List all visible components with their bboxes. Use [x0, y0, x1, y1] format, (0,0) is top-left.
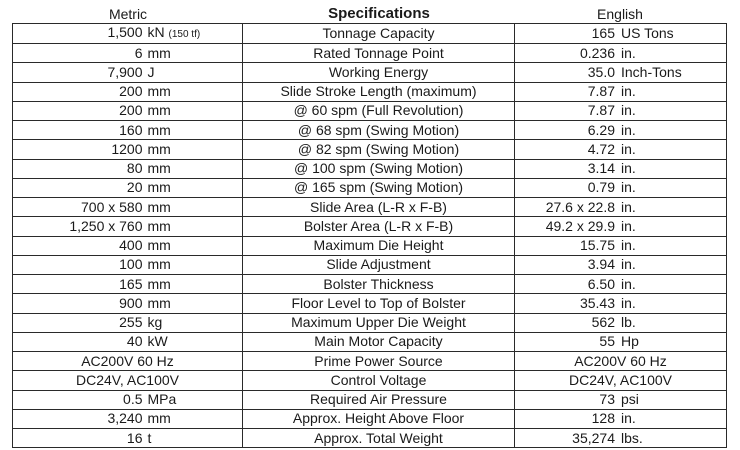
metric-value: 1,500	[107, 24, 143, 40]
table-row	[13, 313, 727, 332]
english-value: 3.94	[587, 256, 615, 273]
specification-cell: Working Energy	[243, 63, 515, 82]
metric-unit-text: J	[147, 63, 155, 80]
table-row	[13, 429, 727, 448]
metric-unit	[143, 199, 228, 216]
specification-cell: @ 82 spm (Swing Motion)	[243, 140, 515, 159]
table-row	[13, 332, 727, 351]
english-cell	[515, 217, 727, 236]
metric-unit-text: mm	[147, 410, 171, 427]
english-unit: in.	[621, 410, 636, 427]
english-cell	[515, 121, 727, 140]
english-unit: in.	[621, 83, 636, 100]
header-specifications: Specifications	[328, 5, 430, 22]
metric-cell	[13, 140, 243, 159]
english-cell	[515, 409, 727, 428]
english-unit: in.	[621, 140, 636, 157]
english-cell	[515, 390, 727, 409]
metric-unit-text: MPa	[147, 391, 177, 408]
english-value: 35.0	[587, 63, 615, 80]
metric-unit	[143, 45, 228, 62]
specification-cell: Maximum Upper Die Weight	[243, 313, 515, 332]
metric-value: 3,240	[107, 410, 143, 427]
metric-cell	[13, 352, 243, 371]
metric-unit-text: mm	[147, 198, 171, 215]
metric-cell	[13, 63, 243, 82]
metric-cell	[13, 390, 243, 409]
english-value: 165	[591, 25, 615, 41]
metric-unit	[143, 160, 228, 177]
metric-cell	[13, 178, 243, 197]
metric-unit-text: mm	[147, 44, 171, 61]
metric-unit	[143, 24, 228, 43]
table-row	[13, 275, 727, 294]
metric-value: 1200	[111, 140, 143, 157]
english-cell	[515, 236, 727, 255]
spec-table-body	[13, 24, 727, 448]
specification-cell: Tonnage Capacity	[243, 24, 515, 44]
metric-value: 1,250 x 760	[69, 217, 143, 234]
english-value: 15.75	[579, 237, 615, 254]
metric-unit	[143, 141, 228, 158]
specification-cell: Rated Tonnage Point	[243, 44, 515, 63]
english-unit: in.	[621, 275, 636, 292]
specification-cell: @ 60 spm (Full Revolution)	[243, 101, 515, 120]
english-cell	[515, 429, 727, 448]
table-row	[13, 352, 727, 371]
metric-unit	[143, 333, 228, 350]
english-unit: Inch-Tons	[621, 63, 682, 80]
metric-unit-text: mm	[147, 179, 171, 196]
english-unit: lbs.	[621, 429, 643, 446]
metric-value: 7,900	[107, 63, 143, 80]
table-row	[13, 409, 727, 428]
english-value: 35,274	[572, 429, 615, 446]
metric-value: 80	[126, 160, 143, 177]
metric-unit-text: mm	[147, 217, 171, 234]
table-row	[13, 140, 727, 159]
specification-cell: @ 100 spm (Swing Motion)	[243, 159, 515, 178]
specification-cell: Slide Area (L-R x F-B)	[243, 198, 515, 217]
metric-unit	[143, 102, 228, 119]
table-row	[13, 159, 727, 178]
specification-cell: Maximum Die Height	[243, 236, 515, 255]
metric-unit-text: mm	[147, 275, 171, 292]
specification-cell: Main Motor Capacity	[243, 332, 515, 351]
english-value: 49.2 x 29.9	[545, 217, 615, 234]
metric-value: 400	[119, 237, 143, 254]
metric-cell	[13, 121, 243, 140]
metric-unit-text: kg	[147, 314, 163, 331]
metric-unit	[143, 122, 228, 139]
header-english: English	[597, 6, 643, 22]
english-value: 55	[599, 333, 615, 350]
specification-cell: Floor Level to Top of Bolster	[243, 294, 515, 313]
english-value: 128	[591, 410, 615, 427]
english-cell	[515, 313, 727, 332]
specification-cell: Prime Power Source	[243, 352, 515, 371]
specification-cell: Approx. Height Above Floor	[243, 409, 515, 428]
english-cell	[515, 294, 727, 313]
metric-unit	[143, 391, 228, 408]
metric-value: 160	[119, 121, 143, 138]
metric-cell	[13, 409, 243, 428]
english-unit: in.	[621, 44, 636, 61]
english-value: 4.72	[587, 140, 615, 157]
metric-unit	[143, 218, 228, 235]
english-unit: psi	[621, 391, 639, 408]
english-value: 27.6 x 22.8	[545, 198, 615, 215]
metric-cell	[13, 159, 243, 178]
metric-unit-text: mm	[147, 160, 171, 177]
metric-value: 40	[126, 333, 143, 350]
metric-unit	[143, 276, 228, 293]
english-cell	[515, 24, 727, 44]
specification-cell: @ 68 spm (Swing Motion)	[243, 121, 515, 140]
english-cell	[515, 371, 727, 390]
metric-value: 6	[134, 44, 143, 61]
metric-cell	[13, 101, 243, 120]
metric-unit	[143, 179, 228, 196]
english-value: 6.29	[587, 121, 615, 138]
english-unit: Hp	[621, 333, 639, 350]
table-row	[13, 294, 727, 313]
table-row	[13, 24, 727, 44]
metric-unit	[143, 410, 228, 427]
english-value: 0.236	[579, 44, 615, 61]
english-unit: in.	[621, 217, 636, 234]
metric-cell	[13, 294, 243, 313]
english-unit: in.	[621, 179, 636, 196]
english-value: 0.79	[587, 179, 615, 196]
english-unit: in.	[621, 198, 636, 215]
english-unit: US Tons	[621, 25, 674, 41]
metric-unit-text: mm	[147, 102, 171, 119]
metric-value: 255	[119, 314, 143, 331]
metric-value: 20	[126, 179, 143, 196]
english-unit: lb.	[621, 314, 636, 331]
english-cell	[515, 63, 727, 82]
metric-cell	[13, 371, 243, 390]
english-unit: in.	[621, 256, 636, 273]
english-cell	[515, 178, 727, 197]
english-cell	[515, 159, 727, 178]
metric-value: 200	[119, 83, 143, 100]
english-unit: in.	[621, 294, 636, 311]
english-unit: in.	[621, 160, 636, 177]
english-value: 35.43	[579, 294, 615, 311]
metric-value: AC200V 60 Hz	[81, 352, 174, 369]
english-value: 7.87	[587, 102, 615, 119]
english-value: 562	[591, 314, 615, 331]
english-cell	[515, 275, 727, 294]
table-row	[13, 217, 727, 236]
metric-cell	[13, 275, 243, 294]
english-unit: in.	[621, 102, 636, 119]
metric-unit-text: kN	[147, 24, 165, 40]
english-unit: in.	[621, 121, 636, 138]
metric-unit	[143, 64, 228, 81]
metric-cell	[13, 429, 243, 448]
english-value: 7.87	[587, 83, 615, 100]
metric-unit	[143, 83, 228, 100]
english-value: 3.14	[587, 160, 615, 177]
specification-cell: Control Voltage	[243, 371, 515, 390]
metric-value: DC24V, AC100V	[76, 371, 179, 388]
metric-unit	[143, 256, 228, 273]
metric-cell	[13, 332, 243, 351]
metric-value: 200	[119, 102, 143, 119]
metric-unit	[143, 295, 228, 312]
metric-unit-text: mm	[147, 256, 171, 273]
metric-cell	[13, 198, 243, 217]
english-cell	[515, 352, 727, 371]
metric-unit	[143, 237, 228, 254]
table-row	[13, 255, 727, 274]
metric-cell	[13, 24, 243, 44]
metric-unit-text: mm	[147, 294, 171, 311]
header-metric: Metric	[108, 6, 148, 22]
english-value: 6.50	[587, 275, 615, 292]
table-row	[13, 82, 727, 101]
table-row	[13, 121, 727, 140]
metric-unit-text: mm	[147, 121, 171, 138]
metric-note: (150 tf)	[168, 29, 201, 40]
metric-value: 16	[126, 429, 143, 446]
specification-cell: @ 165 spm (Swing Motion)	[243, 178, 515, 197]
table-row	[13, 44, 727, 63]
metric-value: 900	[119, 294, 143, 311]
metric-cell	[13, 82, 243, 101]
metric-value: 100	[119, 256, 143, 273]
metric-cell	[13, 236, 243, 255]
table-row	[13, 236, 727, 255]
english-cell	[515, 101, 727, 120]
metric-cell	[13, 313, 243, 332]
table-row	[13, 101, 727, 120]
specification-cell: Bolster Area (L-R x F-B)	[243, 217, 515, 236]
table-row	[13, 63, 727, 82]
metric-unit-text: mm	[147, 237, 171, 254]
table-row	[13, 178, 727, 197]
spec-table	[12, 23, 727, 448]
metric-value: 0.5	[123, 391, 143, 408]
english-value: DC24V, AC100V	[569, 371, 672, 388]
metric-unit-text: t	[147, 429, 152, 446]
english-cell	[515, 82, 727, 101]
english-cell	[515, 255, 727, 274]
specification-cell: Bolster Thickness	[243, 275, 515, 294]
specification-cell: Slide Adjustment	[243, 255, 515, 274]
specification-cell: Approx. Total Weight	[243, 429, 515, 448]
specification-cell: Required Air Pressure	[243, 390, 515, 409]
metric-cell	[13, 217, 243, 236]
english-cell	[515, 332, 727, 351]
metric-unit-text: mm	[147, 83, 171, 100]
metric-value: 165	[119, 275, 143, 292]
english-cell	[515, 198, 727, 217]
table-row	[13, 198, 727, 217]
english-cell	[515, 140, 727, 159]
table-row	[13, 371, 727, 390]
table-row	[13, 390, 727, 409]
metric-value: 700 x 580	[81, 198, 143, 215]
metric-cell	[13, 44, 243, 63]
english-value: 73	[599, 391, 615, 408]
english-cell	[515, 44, 727, 63]
english-value: AC200V 60 Hz	[574, 352, 667, 369]
specification-cell: Slide Stroke Length (maximum)	[243, 82, 515, 101]
metric-cell	[13, 255, 243, 274]
metric-unit-text: mm	[147, 140, 171, 157]
table-header	[12, 4, 726, 23]
metric-unit-text: kW	[147, 333, 168, 350]
english-unit: in.	[621, 237, 636, 254]
metric-unit	[143, 430, 228, 447]
metric-unit	[143, 314, 228, 331]
